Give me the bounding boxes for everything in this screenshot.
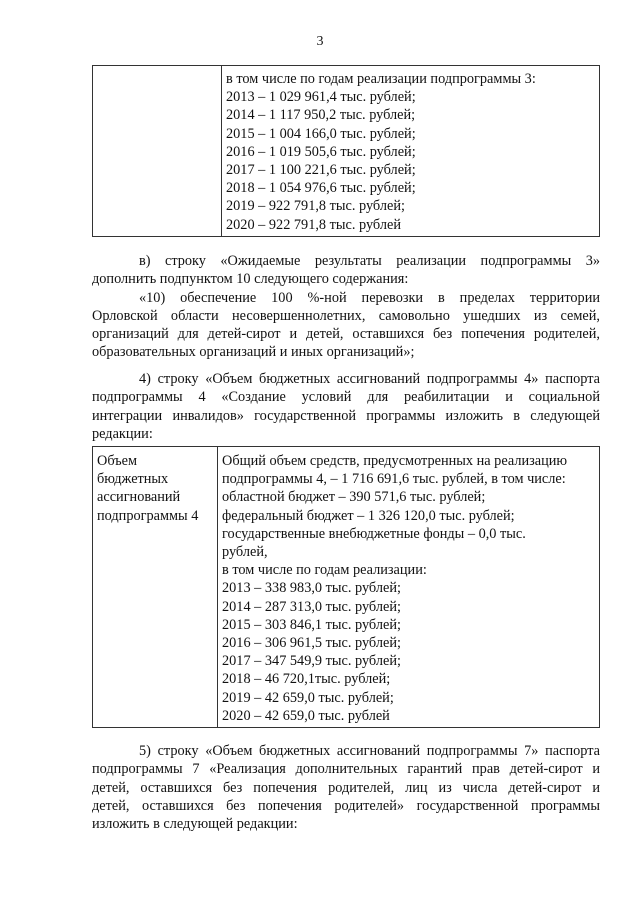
table-value-cell — [222, 66, 600, 237]
text-line: дополнить подпунктом 10 следующего содержания: — [92, 271, 409, 288]
text-line: в) строку «Ожидаемые результаты реализации подпрограммы 3» — [139, 253, 600, 269]
text-line: подпрограммы 7 «Реализация дополнительных гарантий прав детей-сирот и — [92, 761, 600, 778]
table-line: 2017 – 347 549,9 тыс. рублей; — [222, 653, 401, 670]
paragraph-v-expected-results — [92, 252, 600, 362]
text-line: «10) обеспечение 100 %-ной перевозки в пределах территории — [139, 289, 600, 306]
paragraph-4-subprogram-4 — [92, 370, 600, 443]
table-line: 2014 – 1 117 950,2 тыс. рублей; — [226, 107, 416, 124]
table-line: 2020 – 42 659,0 тыс. рублей — [222, 707, 390, 724]
label-line: Объем — [97, 453, 138, 469]
table-line: 2013 – 1 029 961,4 тыс. рублей; — [226, 89, 416, 106]
text-line: Орловской области несовершеннолетних, самовольно ушедших из семей, — [92, 307, 600, 324]
table-line: рублей, — [222, 544, 268, 561]
label-line: подпрограммы 4 — [97, 507, 199, 524]
text-line: детей, оставшихся без попечения родителей» государственной программы — [92, 797, 600, 814]
label-line: бюджетных — [97, 471, 169, 488]
table-line: 2020 – 922 791,8 тыс. рублей — [226, 216, 401, 233]
text-line: интеграции инвалидов» государственной программы изложить в следующей — [92, 407, 600, 424]
text-line: 5) строку «Объем бюджетных ассигнований подпрограммы 7» паспорта — [139, 743, 600, 759]
text-line: 4) строку «Объем бюджетных ассигнований подпрограммы 4» паспорта — [139, 371, 600, 387]
table-line: 2016 – 306 961,5 тыс. рублей; — [222, 635, 401, 652]
table-line: в том числе по годам реализации подпрограммы 3: — [226, 71, 536, 87]
table-line: федеральный бюджет – 1 326 120,0 тыс. рублей; — [222, 507, 515, 524]
text-line: образовательных организаций и иных организаций»; — [92, 344, 415, 361]
page-number: 3 — [316, 34, 324, 49]
table-line: 2015 – 303 846,1 тыс. рублей; — [222, 616, 401, 633]
budget-table-subprogram-3 — [92, 65, 600, 237]
table-line: в том числе по годам реализации: — [222, 562, 427, 579]
table-line: 2013 – 338 983,0 тыс. рублей; — [222, 580, 401, 597]
table-line: 2019 – 42 659,0 тыс. рублей; — [222, 689, 394, 706]
table-value-cell — [218, 447, 600, 728]
table-line: 2016 – 1 019 505,6 тыс. рублей; — [226, 143, 416, 160]
table-line: государственные внебюджетные фонды – 0,0 тыс. — [222, 525, 526, 542]
table-line: 2018 – 1 054 976,6 тыс. рублей; — [226, 180, 416, 197]
label-line: ассигнований — [97, 489, 181, 506]
table-line: Общий объем средств, предусмотренных на реализацию — [222, 453, 568, 469]
table-line: 2019 – 922 791,8 тыс. рублей; — [226, 198, 405, 215]
table-label-cell — [93, 66, 222, 237]
table-line: 2014 – 287 313,0 тыс. рублей; — [222, 598, 401, 615]
paragraph-5-subprogram-7 — [92, 742, 600, 833]
table-line: подпрограммы 4, – 1 716 691,6 тыс. рублей, в том числе: — [222, 471, 566, 488]
table-line: 2017 – 1 100 221,6 тыс. рублей; — [226, 162, 416, 179]
text-line: детей, оставшихся без попечения родителей, лиц из числа детей-сирот и — [92, 779, 600, 796]
table-line: областной бюджет – 390 571,6 тыс. рублей; — [222, 489, 486, 506]
text-line: изложить в следующей редакции: — [92, 816, 298, 833]
budget-table-subprogram-4 — [92, 446, 600, 728]
table-line: 2015 – 1 004 166,0 тыс. рублей; — [226, 125, 416, 142]
text-line: редакции: — [92, 425, 153, 442]
text-line: организаций для детей-сирот и детей, оставшихся без попечения родителей, — [92, 326, 600, 343]
text-line: подпрограммы 4 «Создание условий для реабилитации и социальной — [92, 389, 600, 406]
table-label-cell — [93, 447, 218, 728]
table-line: 2018 – 46 720,1тыс. рублей; — [222, 671, 391, 688]
